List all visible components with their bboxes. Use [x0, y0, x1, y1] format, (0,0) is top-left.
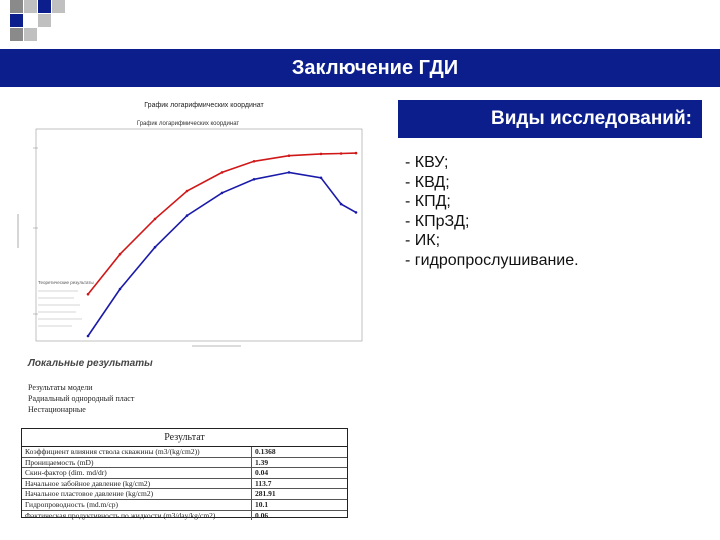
research-types-header: Виды исследований:	[398, 100, 702, 138]
table-row	[22, 511, 347, 521]
table-cell-value: 10.1	[255, 499, 269, 509]
research-type-item: - КПД;	[405, 193, 451, 210]
table-cell-label: Гидропроводность (md.m/cp)	[22, 500, 252, 510]
research-type-item: - гидропрослушивание.	[405, 251, 579, 269]
research-type-item: - КВД;	[405, 173, 450, 191]
series-point	[87, 293, 90, 296]
table-cell-value: 281.91	[255, 489, 276, 499]
table-cell-value: 113.7	[255, 478, 272, 488]
slide-title: Заключение ГДИ	[291, 57, 459, 79]
deco-square	[38, 14, 51, 27]
series-point	[186, 214, 189, 217]
table-row	[22, 468, 347, 479]
series-point	[288, 154, 291, 157]
series-point	[186, 190, 189, 193]
table-cell-label: Начальное пластовое давление (kg/cm2)	[22, 489, 252, 499]
results-table-title: Результат	[22, 429, 347, 447]
research-types-list	[405, 153, 579, 270]
table-row	[22, 489, 347, 500]
research-type-item: - КВУ;	[405, 154, 449, 171]
results-table	[21, 428, 348, 518]
series-point	[355, 152, 358, 155]
local-results-line: Нестационарные	[28, 405, 86, 414]
deco-square	[10, 14, 23, 27]
series-point	[340, 203, 343, 206]
series-line-1	[88, 153, 356, 294]
series-point	[340, 152, 343, 155]
local-results-lines	[28, 382, 134, 415]
series-layer	[87, 152, 358, 337]
deco-square	[38, 0, 51, 13]
deco-square	[24, 28, 37, 41]
deco-square	[52, 0, 65, 13]
deco-square	[10, 0, 23, 13]
local-results-line: Результаты модели	[28, 383, 93, 392]
series-point	[154, 218, 157, 221]
table-row	[22, 500, 347, 511]
table-row	[22, 479, 347, 490]
legend-title: Теоретические результаты	[38, 280, 94, 285]
series-point	[253, 160, 256, 163]
series-point	[355, 211, 358, 214]
series-point	[221, 192, 224, 195]
chart-legend	[38, 280, 94, 326]
research-type-item: - ИК;	[405, 232, 441, 249]
loglog-chart	[16, 96, 374, 351]
table-cell-label: Фактическая продуктивность по жидкости (m3/day/kg/cm2)	[22, 511, 252, 521]
series-point	[288, 171, 291, 174]
series-point	[253, 178, 256, 181]
series-point	[87, 335, 90, 338]
local-results-heading: Локальные результаты	[28, 358, 153, 369]
table-row	[22, 447, 347, 458]
table-cell-label: Проницаемость (mD)	[22, 458, 252, 468]
chart-title: График логарифмических координат	[144, 102, 264, 109]
series-point	[320, 177, 323, 180]
research-type-item: - КПрЗД;	[405, 212, 470, 230]
table-cell-value: 0.04	[255, 468, 269, 478]
series-point	[320, 153, 323, 156]
loglog-chart-panel	[16, 96, 374, 351]
table-row	[22, 458, 347, 469]
chart-subtitle: График логарифмических координат	[136, 121, 240, 127]
deco-square	[24, 0, 37, 13]
table-cell-value: 0.06	[255, 510, 269, 520]
table-cell-value: 1.39	[255, 457, 269, 467]
local-results-line: Радиальный однородный пласт	[28, 394, 135, 403]
series-point	[119, 253, 122, 256]
decorative-squares	[0, 0, 80, 50]
series-point	[119, 288, 122, 291]
series-line-2	[88, 172, 356, 336]
table-cell-label: Скин-фактор (dim. md/dr)	[22, 468, 252, 478]
table-cell-label: Начальное забойное давление (kg/cm2)	[22, 479, 252, 489]
plot-frame	[36, 129, 362, 341]
series-point	[221, 171, 224, 174]
deco-square	[10, 28, 23, 41]
table-cell-value: 0.1368	[255, 447, 276, 456]
table-cell-label: Коэффициент влияния ствола скважины (m3/(kg/cm2))	[22, 447, 252, 457]
series-point	[154, 246, 157, 249]
